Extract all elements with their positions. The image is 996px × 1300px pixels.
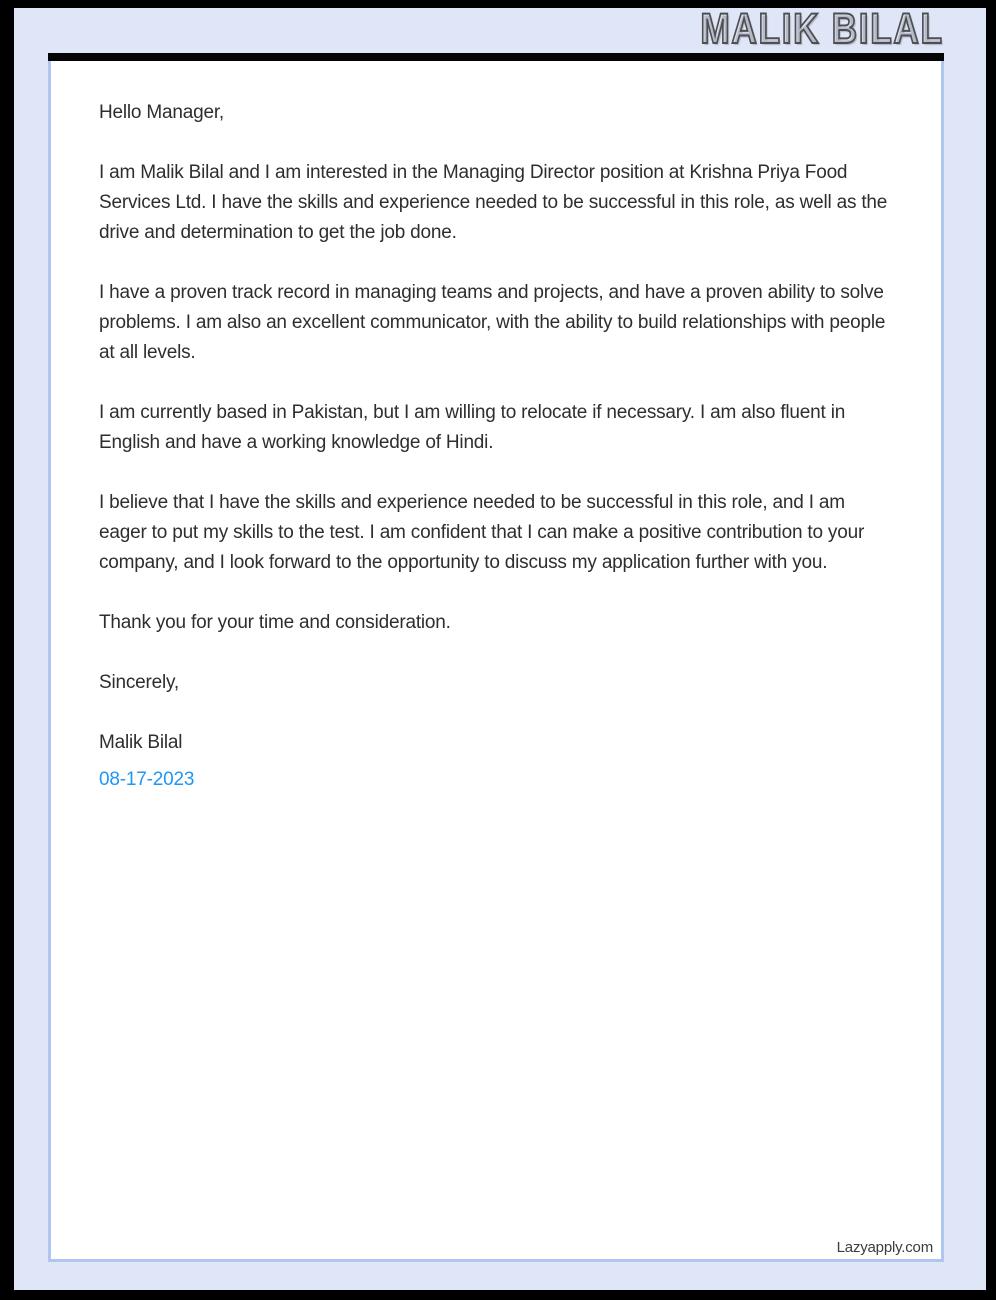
header-name: MALIK BILAL bbox=[700, 5, 944, 53]
letter-paragraph: I am currently based in Pakistan, but I am willing to relocate if necessary. I am also fluent in English and have a working knowledge of Hindi. bbox=[99, 402, 846, 453]
letter-paragraph: I have a proven track record in managing teams and projects, and have a proven ability to solve problems. I am also an excellent communicator, with the ability to build relationships with people at all levels. bbox=[99, 282, 886, 363]
letter-signature: Malik Bilal bbox=[99, 732, 183, 753]
letter-greeting: Hello Manager, bbox=[99, 102, 224, 123]
letter-paragraph: I believe that I have the skills and experience needed to be successful in this role, and I am eager to put my skills to the test. I am confident that I can make a positive contribution to your company, and I look forward to the opportunity to discuss my application further with you. bbox=[99, 492, 865, 573]
letter-closing: Sincerely, bbox=[99, 672, 180, 693]
letter-sheet bbox=[48, 61, 944, 1262]
letter-paragraph: Thank you for your time and consideration. bbox=[99, 612, 451, 633]
header-divider-bar bbox=[48, 53, 944, 61]
brand-watermark: Lazyapply.com bbox=[836, 1239, 933, 1256]
letter-paragraph: I am Malik Bilal and I am interested in the Managing Director position at Krishna Priya Food Services Ltd. I have the skills and experience needed to be successful in this role, as well as the drive and determination to get the job done. bbox=[99, 162, 888, 243]
letter-date: 08-17-2023 bbox=[99, 769, 195, 790]
